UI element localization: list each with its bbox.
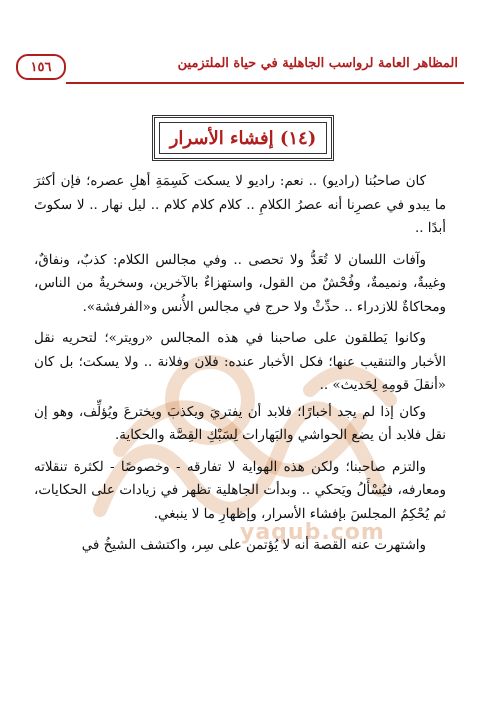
header-divider: [66, 82, 464, 84]
body-text: [34, 170, 446, 566]
paragraph: وكان إذا لم يجد أخبارًا؛ فلابد أن يفتريَ ويكذبَ ويخترعَ ويُؤلِّف، وهو إن نقل فلابد أن يضع الحواشي والبَهارات لِسَبْكِ القِصَّة والحكاية.: [34, 404, 446, 443]
paragraph: واشتهرت عنه القصة أنه لا يُؤتمن على سِر، واكتشف الشيخُ في: [81, 538, 426, 553]
running-title: المظاهر العامة لرواسب الجاهلية في حياة الملتزمين: [177, 56, 458, 71]
paragraph: وكانوا يَطلقون على صاحبنا في هذه المجالس «رويتر»؛ لتحريه نقل الأخبار والتنقيب عنها؛ فكل الأخبار عنده: فلان وفلانة .. ولا يسكت؛ بل كان «أنقلَ قومِهِ لِحَديث» ..: [34, 331, 446, 393]
page-header: [16, 46, 464, 90]
paragraph: كان صاحبُنا (راديو) .. نعم: راديو لا يسكت كَسِمَةِ أهلِ عصره؛ فإن أكثرَ ما يبدو في عصرِنا أنه عصرُ الكلامِ .. كلام كلام كلام .. ليل نهار .. لا سكوتَ أبدًا ..: [34, 174, 446, 236]
watermark-text: yaqub.com: [240, 520, 385, 545]
paragraph: والتزم صاحبنا؛ ولكن هذه الهواية لا تفارقه - وخصوصًا - لكثرة تنقلاته ومعارفه، فيُسْأَلُ ويَحكي .. وبدأت الجاهلية تظهر في زيادات على الحكايات، ثم يُحْكِمُ المجلسَ بإفشاء الأسرار، وإظهارِ ما لا ينبغي.: [34, 459, 446, 522]
paragraph: وآفات اللسان لا تُعَدُّ ولا تحصى .. وفي مجالس الكلام: كذبٌ، ونفاقٌ، وغيبةٌ، ونميمةٌ، وفُحْشٌ من القول، واستهزاءٌ بالآخرين، وسخريةٌ من الناس، ومحاكاةٌ للازدراء .. حدِّثْ ولا حرج في مجالس الأُنس و«الفرفشة».: [34, 252, 446, 315]
page-number: ١٥٦: [16, 54, 66, 80]
chapter-heading-box: [152, 115, 334, 161]
chapter-title: (١٤) إفشاء الأسرار: [169, 127, 317, 149]
